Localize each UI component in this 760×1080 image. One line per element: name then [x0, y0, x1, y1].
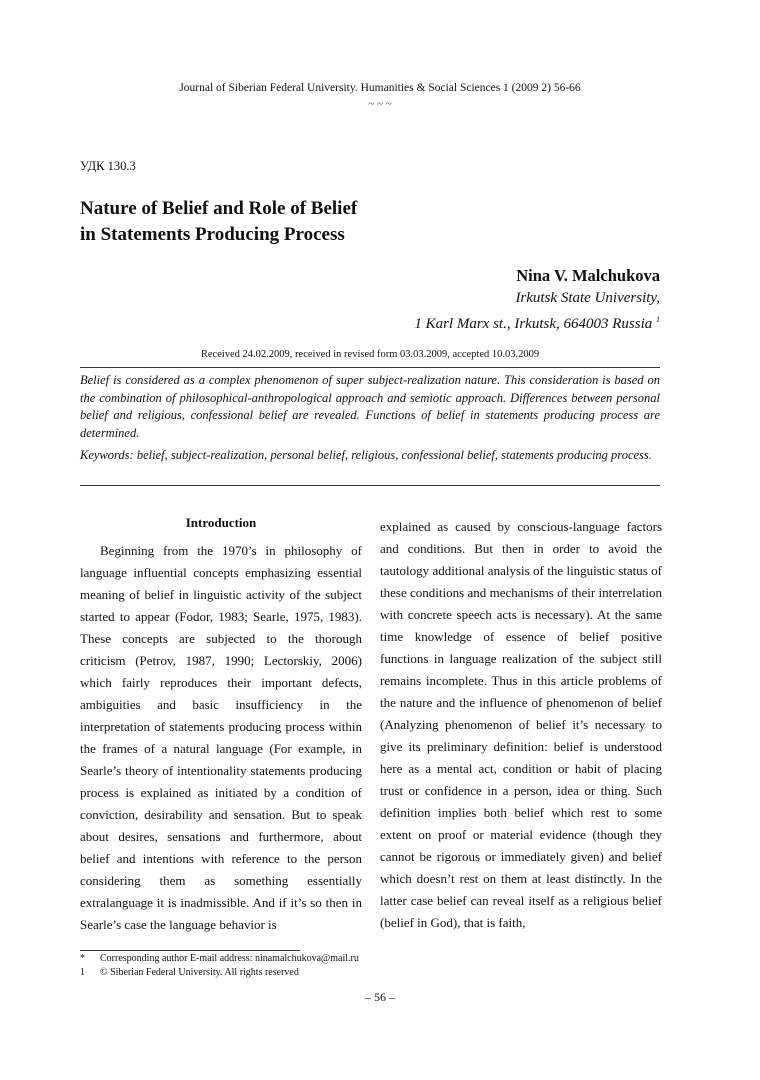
title-line-2: in Statements Producing Process [80, 224, 345, 245]
footnote-mark: * [80, 953, 85, 964]
author-address-line [300, 309, 660, 335]
keywords: Keywords: belief, subject-realization, personal belief, religious, confessional belief, statements producing process. [80, 448, 652, 462]
footnote-rule [80, 950, 300, 951]
author-name: Nina V. Malchukova [516, 266, 660, 285]
page-number: – 56 – [365, 990, 395, 1004]
abstract-top-rule [80, 367, 660, 368]
body-column-left [80, 512, 362, 936]
received-dates: Received 24.02.2009, received in revised form 03.03.2009, accepted 10.03.2009 [200, 349, 540, 360]
journal-header: Journal of Siberian Federal University. Humanities & Social Sciences 1 (2009 2) 56-66 [179, 82, 581, 94]
footnote-mark: 1 [80, 967, 85, 978]
author-address: 1 Karl Marx st., Irkutsk, 664003 Russia [414, 316, 653, 332]
article-title [80, 196, 580, 248]
section-heading-introduction: Introduction [185, 515, 257, 530]
footnote [80, 966, 660, 980]
abstract-bottom-rule [80, 485, 660, 486]
footnote-text: © Siberian Federal University. All rights reserved [100, 967, 299, 978]
footnote-text: Corresponding author E-mail address: ninamalchukova@mail.ru [100, 953, 359, 964]
author-address-footnote-mark: 1 [656, 315, 660, 324]
author-block [300, 265, 660, 335]
paragraph-right: explained as caused by conscious-language factors and conditions. But then in order to avoid the tautology additional analysis of the linguistic status of these conditions and mechanisms of their interrelation with concrete speech acts is necessary). At the same time knowledge of essence of belief positive functions in language realization of the subject still remains incomplete. Thus in this article problems of the nature and the influence of phenomenon of belief (Analyzing phenomenon of belief it’s necessary to give its preliminary definition: belief is understood here as a mental act, condition or habit of placing trust or confidence in a person, idea or thing. Such definition implies both belief which rest to some extent on proof or material evidence (though they cannot be rigorous or immediately given) and belief which doesn’t rest on them at least distinctly. In the latter case belief can reveal itself as a religious belief (belief in God), that is faith, [380, 519, 662, 930]
header-ornament: ~ ~ ~ [368, 98, 392, 110]
footnotes [80, 952, 660, 980]
abstract: Belief is considered as a complex phenomenon of super subject-realization nature. This consideration is based on the combination of philosophical-anthropological approach and semiotic approach. Differences between personal belief and religious, confessional belief are revealed. Functions of belief in statements producing process are determined. [80, 373, 660, 440]
paragraph-left: Beginning from the 1970’s in philosophy of language influential concepts emphasizing essential meaning of belief in linguistic activity of the subject started to appear (Fodor, 1983; Searle, 1975, 1983). These concepts are subjected to the thorough criticism (Petrov, 1987, 1990; Lectorskiy, 2006) which fairly reproduces their important defects, ambiguities and basic insufficiency in the interpretation of statements producing process within the frames of a natural language (For example, in Searle’s theory of intentionality statements producing process is explained as initiated by a condition of conviction, desirability and sensation. But to speak about desires, sensations and furthermore, about belief and intentions with reference to the person considering them as something essentially extralanguage it is inadmissible. And if it’s so then in Searle’s case the language behavior is [80, 543, 362, 932]
body-column-right [380, 516, 662, 934]
udk-code: УДК 130.3 [80, 159, 136, 173]
footnote [80, 952, 660, 966]
title-line-1: Nature of Belief and Role of Belief [80, 198, 358, 219]
author-affiliation: Irkutsk State University, [515, 290, 660, 306]
